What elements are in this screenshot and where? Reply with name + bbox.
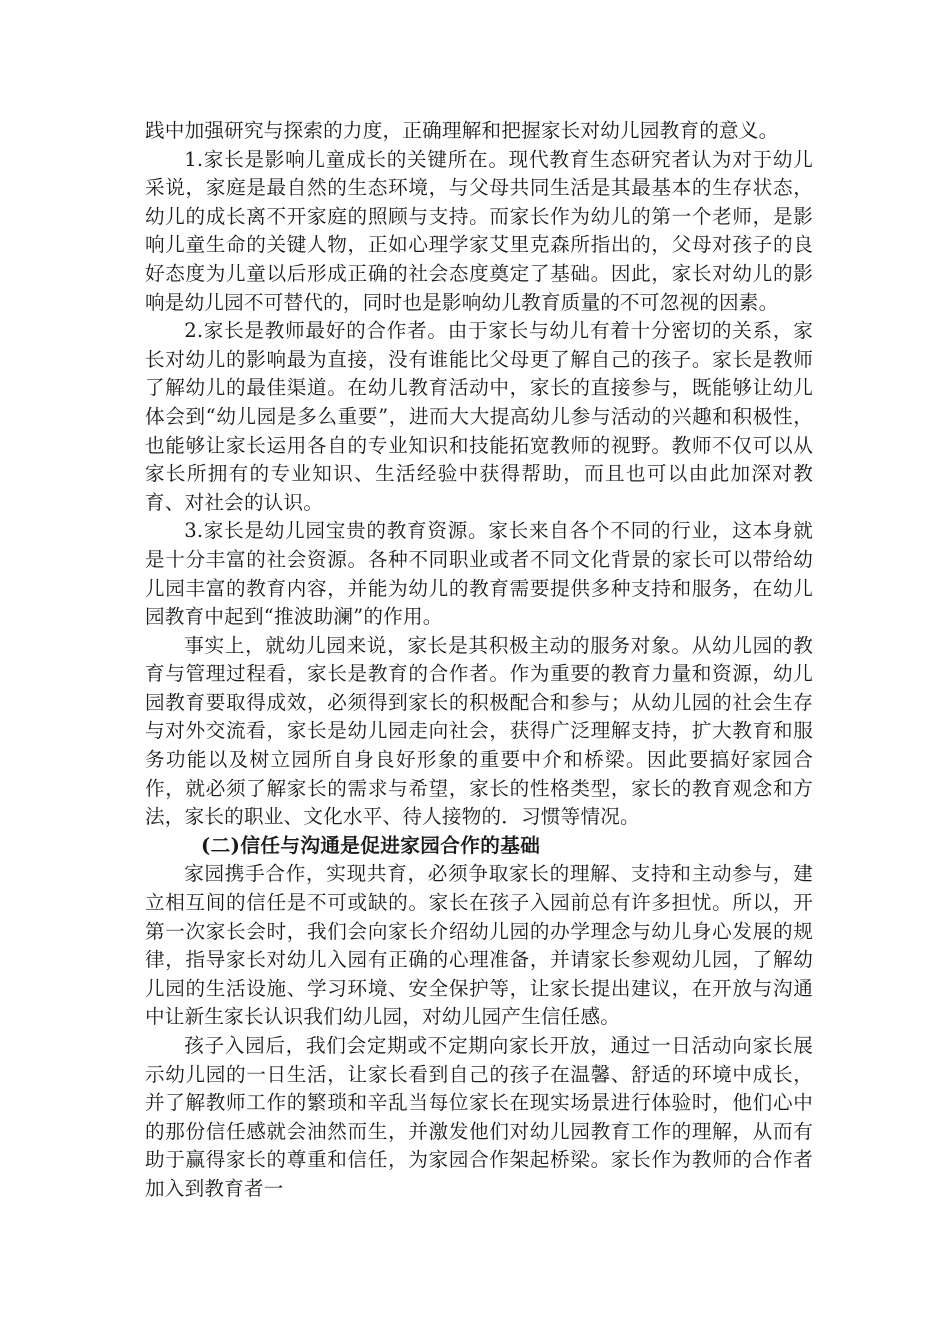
paragraph-trust: 家园携手合作，实现共育，必须争取家长的理解、支持和主动参与，建立相互间的信任是不可或缺的。家长在孩子入园前总有许多担忧。所以，开第一次家长会时，我们会向家长介绍幼儿园的办学理念与幼儿身心发展的规律，指导家长对幼儿入园有正确的心理准备，并请家长参观幼儿园，了解幼儿园的生活设施、学习环境、安全保护等，让家长提出建议，在开放与沟通中让新生家长认识我们幼儿园，对幼儿园产生信任感。 [145,862,813,1029]
paragraph-point-2: 2.家长是教师最好的合作者。由于家长与幼儿有着十分密切的关系，家长对幼儿的影响最为直接，没有谁能比父母更了解自己的孩子。家长是教师了解幼儿的最佳渠道。在幼儿教育活动中，家长的直接参与，既能够让幼儿体会到“幼儿园是多么重要”，进而大大提高幼儿参与活动的兴趣和积极性，也能够让家长运用各自的专业知识和技能拓宽教师的视野。教师不仅可以从家长所拥有的专业知识、生活经验中获得帮助，而且也可以由此加深对教育、对社会的认识。 [145,319,813,514]
paragraph-summary: 事实上，就幼儿园来说，家长是其积极主动的服务对象。从幼儿园的教育与管理过程看，家长是教育的合作者。作为重要的教育力量和资源，幼儿园教育要取得成效，必须得到家长的积极配合和参与；从幼儿园的社会生存与对外交流看，家长是幼儿园走向社会，获得广泛理解支持，扩大教育和服务功能以及树立园所自身良好形象的重要中介和桥梁。因此要搞好家园合作，就必须了解家长的需求与希望，家长的性格类型，家长的教育观念和方法，家长的职业、文化水平、待人接物的．习惯等情况。 [145,633,813,829]
paragraph-point-3: 3.家长是幼儿园宝贵的教育资源。家长来自各个不同的行业，这本身就是十分丰富的社会资源。各种不同职业或者不同文化背景的家长可以带给幼儿园丰富的教育内容，并能为幼儿的教育需要提供多种支持和服务，在幼儿园教育中起到“推波助澜”的作用。 [145,519,813,629]
paragraph-open-day: 孩子入园后，我们会定期或不定期向家长开放，通过一日活动向家长展示幼儿园的一日生活，让家长看到自己的孩子在温馨、舒适的环境中成长，并了解教师工作的繁琐和辛乱当每位家长在现实场景进行体验时，他们心中的那份信任感就会油然而生，并激发他们对幼儿园教育工作的理解，从而有助于赢得家长的尊重和信任，为家园合作架起桥梁。家长作为教师的合作者加入到教育者一 [145,1034,813,1200]
section-heading: (二)信任与沟通是促进家园合作的基础 [201,833,541,857]
paragraph-point-1: 1.家长是影响儿童成长的关键所在。现代教育生态研究者认为对于幼儿采说，家庭是最自然的生态环境，与父母共同生活是其最基本的生存状态，幼儿的成长离不开家庭的照顾与支持。而家长作为幼儿的第一个老师，是影响儿童生命的关键人物，正如心理学家艾里克森所指出的，父母对孩子的良好态度为儿童以后形成正确的社会态度奠定了基础。因此，家长对幼儿的影响是幼儿园不可替代的，同时也是影响幼儿教育质量的不可忽视的因素。 [145,147,813,314]
document-body [145,117,813,1204]
paragraph-continuation: 践中加强研究与探索的力度，正确理解和把握家长对幼儿园教育的意义。 [145,119,779,142]
